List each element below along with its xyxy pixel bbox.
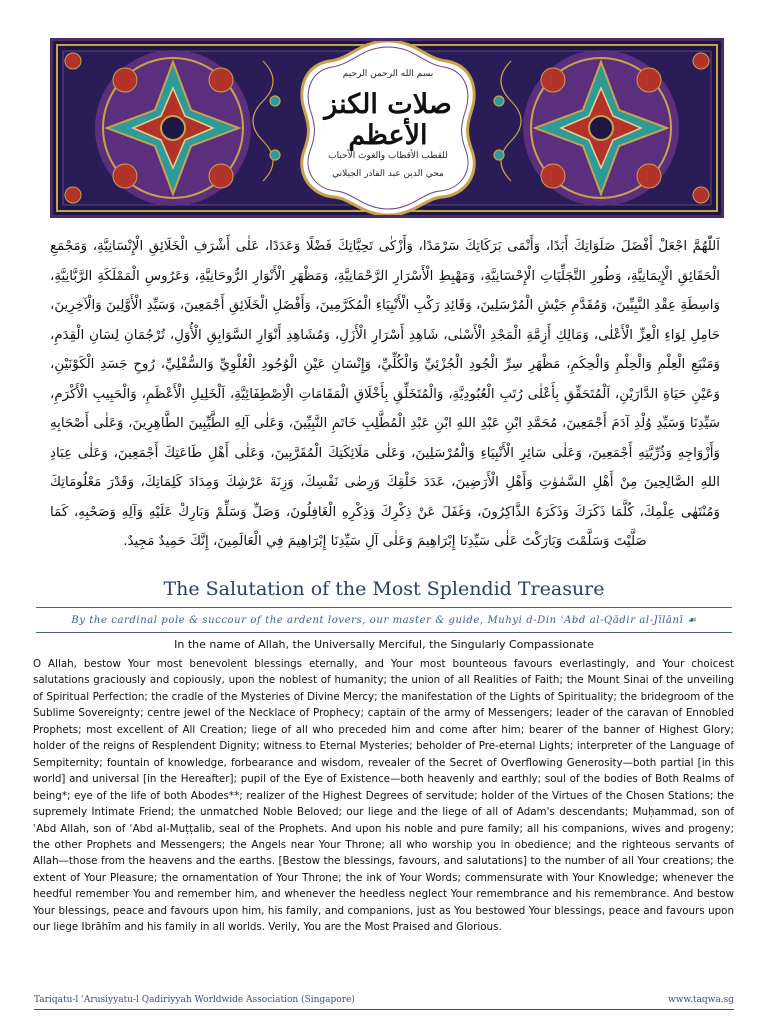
arabic-subtitle-1: للقطب الأقطاب والغوث الأحباب (328, 151, 448, 161)
arabic-prayer-text: اَللّٰهُمَّ اجْعَلْ أَفْضَلَ صَلَوَاتِكَ أَبَدًا، وَأَنْمَى بَرَكَاتِكَ سَرْمَدًا، وَأَزْكٰى تَحِيَّاتِكَ فَضْلًا وَعَدَدًا، عَلٰى أَشْرَفِ الْخَلَائِقِ الْإِنْسَانِيَّةِ، وَمَجْمَعِ الْحَقَائِقِ الْإِيمَانِيَّةِ، وَطُورِ التَّجَلِّيَاتِ الْإِحْسَانِيَّةِ، وَمَهْبِطِ الْأَسْرَارِ الرَّحْمَانِيَّةِ، وَمَظْهَرِ الْأَنْوَارِ الرُّوحَانِيَّةِ، وَعَرُوسِ الْمَمْلَكَةِ الرَّبَّانِيَّةِ، وَاسِطَةِ عِقْدِ النَّبِيِّينَ، وَمُقَدَّمِ جَيْشِ الْمُرْسَلِينَ، وَقَائِدِ رَكْبِ الْأَنْبِيَاءِ الْمُكَرَّمِينَ، وَأَفْضَلِ الْخَلَائِقِ أَجْمَعِينَ، وَسَيِّدِ الْأَوَّلِينَ وَالْآخِرِينَ، حَامِلِ لِوَاءِ الْعِزِّ الْأَعْلٰى، وَمَالِكِ أَزِمَّةِ الْمَجْدِ الْأَسْنٰى، شَاهِدِ أَسْرَارِ الْأَزَلِ، وَمُشَاهِدِ أَنْوَارِ السَّوَابِقِ الْأُوَلِ، تُرْجُمَانِ لِسَانِ الْقِدَمِ، وَمَنْبَعِ الْعِلْمِ وَالْحِلْمِ وَالْحِكَمِ، مَظْهَرِ سِرِّ الْجُودِ الْجُزْئِيِّ وَالْكُلِّيِّ، وَإِنْسَانِ عَيْنِ الْوُجُودِ الْعُلْوِيِّ وَالسُّفْلِيِّ، رُوحِ جَسَدِ الْكَوْنَيْنِ، وَعَيْنِ حَيَاةِ الدَّارَيْنِ، اَلْمُتَحَقِّقِ بِأَعْلٰى رُتَبِ الْعُبُودِيَّةِ، وَالْمُتَخَلِّقِ بِأَخْلَاقِ الْمَقَامَاتِ الْاِصْطِفَائِيَّةِ، اَلْخَلِيلِ الْأَعْظَمِ، وَالْحَبِيبِ الْأَكْرَمِ، سَيِّدِنَا وَسَيِّدِ وُلْدِ آدَمَ أَجْمَعِينَ، مُحَمَّدِ ابْنِ عَبْدِ اللهِ ابْنِ عَبْدِ الْمُطَّلِبِ خَاتَمِ النَّبِيِّينَ، وَعَلٰى آلِهِ الطَّيِّبِينَ الطَّاهِرِينَ، وَعَلٰى أَصْحَابِهِ وَأَزْوَاجِهِ وَذُرِّيَّتِهِ أَجْمَعِينَ، وَعَلٰى سَائِرِ الْأَنْبِيَاءِ وَالْمُرْسَلِينَ، وَعَلٰى مَلَائِكَتِكَ الْمُقَرَّبِينَ، وَعَلٰى أَهْلِ طَاعَتِكَ أَجْمَعِينَ، وَعَلٰى عِبَادِ اللهِ الصَّالِحِينَ مِنْ أَهْلِ السَّمٰوٰتِ وَأَهْلِ الْأَرَضِينَ، عَدَدَ خَلْقِكَ وَرِضٰى نَفْسِكَ، وَزِنَةَ عَرْشِكَ وَمِدَادَ كَلِمَاتِكَ، وَقَدْرَ مَعْلُومَاتِكَ وَمُنْتَهٰى عِلْمِكَ، كُلَّمَا ذَكَرَكَ وَذَكَرَهُ الذَّاكِرُونَ، وَغَفَلَ عَنْ ذِكْرِكَ وَذِكْرِهِ الْغَافِلُونَ، وَصَلِّ وَسَلِّمْ وَبَارِكْ عَلَيْهِ وَآلِهِ وَصَحْبِهِ، كَمَا صَلَّيْتَ وَسَلَّمْتَ وَبَارَكْتَ عَلٰى سَيِّدِنَا إِبْرَاهِيمَ وَعَلٰى آلِ سَيِّدِنَا إِبْرَاهِيمَ فِي الْعَالَمِينَ، إِنَّكَ حَمِيدٌ مَجِيدٌ. (50, 239, 720, 549)
arabic-title: صلات الكنز الأعظم (324, 89, 452, 151)
footer-website-link[interactable]: www.taqwa.sg (668, 995, 734, 1005)
english-title: The Salutation of the Most Splendid Treasure (163, 578, 605, 600)
footer-organization: Tariqatu-l ʿArusiyyatu-l Qadiriyyah Worldwide Association (Singapore) (34, 995, 355, 1005)
english-translation: O Allah, bestow Your most benevolent blessings eternally, and Your most bounteous favours everlastingly, and Your choicest salutations graciously and copiously, upon the noblest of humanity; the union of all Realities of Faith; the Mount Sinai of the unveiling of Spiritual Perfection; the cradle of the Mysteries of Divine Mercy; the manifestation of the Lights of Spirituality; the bridegroom of the Sublime Sovereignty; centre jewel of the Necklace of Prophecy; captain of the army of Messengers; leader of the caravan of Ennobled Prophets; most excellent of All Creation; liege of all who preceded him and come after him; bearer of the banner of Highest Glory; holder of the reigns of Resplendent Dignity; witness to Eternal Mysteries; beholder of Pre-eternal Lights; interpreter of the Language of Sempiternity; fountain of knowledge, forbearance and wisdom, revealer of the Secret of Overflowing Generosity—both partial [in this world] and universal [in the Hereafter]; pupil of the Eye of Existence—both heavenly and earthly; soul of the bodies of Both Realms of being*; eye of the life of both Abodes**; realizer of the Highest Degrees of servitude; holder of the Virtues of the Chosen Stations; the supremely Intimate Friend; the unmatched Noble Beloved; our liege and the liege of all of Adam's descendants; Muḥammad, son of ʿAbd Allah, son of ʿAbd al-Muṭṭalib, seal of the Prophets. And upon his noble and pure family; all his companions, wives and progeny; the other Prophets and Messengers; the Angels near Your Throne; all who worship you in obedience; and the righteous servants of Allah—those from the heavens and the earths. [Bestow the blessings, favours, and salutations] to the number of all Your creations; the extent of Your Pleasure; the ornamentation of Your Throne; the ink of Your Words; commensurate with Your Knowledge; whenever the heedful remember You and remember him, and whenever the heedless neglect Your remembrance and his remembrance. And bestow Your blessings, peace and favours upon him, his family, and companions, just as You bestowed Your blessings, peace and favours upon our liege Ibrāhīm and his family in all worlds. Verily, You are the Most Praised and Glorious. (33, 658, 734, 934)
arabic-subtitle-2: محي الدين عبد القادر الجيلاني (332, 169, 444, 179)
title-divider (36, 607, 732, 608)
arabic-basmala: بسم الله الرحمن الرحيم (342, 69, 434, 79)
ornamental-header (50, 38, 724, 218)
footer-divider (34, 1009, 734, 1010)
author-byline: By the cardinal pole & succour of the ardent lovers, our master & guide, Muhyi d-Din ʿAbd al-Qādir al-Jīlānī ☙ (71, 615, 697, 626)
english-basmala: In the name of Allah, the Universally Merciful, the Singularly Compassionate (174, 638, 594, 651)
title-cartouche (296, 39, 480, 217)
byline-divider (36, 632, 732, 633)
